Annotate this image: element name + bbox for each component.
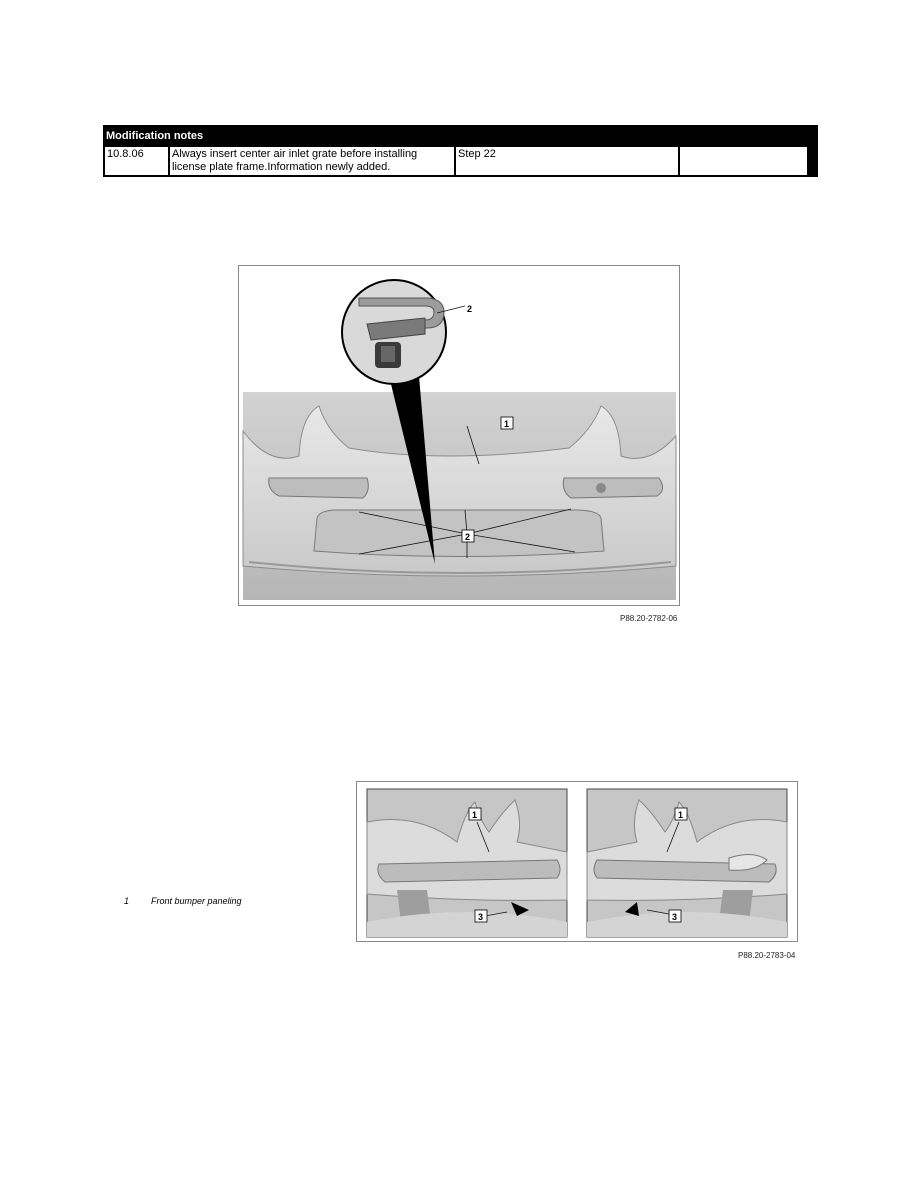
bumper-side-figure <box>356 781 798 942</box>
note-extra <box>680 147 807 175</box>
legend-text: Front bumper paneling <box>151 896 242 906</box>
right-side-view <box>587 789 787 937</box>
label-clips: 2 <box>465 532 471 542</box>
note-description-line2: license plate frame.Information newly added. <box>172 161 391 173</box>
left-label-bumper: 1 <box>472 810 478 820</box>
bumper-side-illustration <box>357 782 797 941</box>
modification-notes-table <box>103 125 818 177</box>
figure1-code: P88.20-2782-06 <box>620 614 678 623</box>
note-description-line1: Always insert center air inlet grate before installing <box>172 148 418 160</box>
label-bumper: 1 <box>504 419 510 429</box>
legend-item <box>124 896 242 906</box>
bumper-clips-figure <box>238 265 680 606</box>
note-step: Step 22 <box>456 147 678 175</box>
left-label-part: 3 <box>478 912 484 922</box>
legend-number: 1 <box>124 896 130 906</box>
table-row <box>105 147 807 175</box>
bumper-clips-illustration <box>239 266 679 605</box>
figure2-code: P88.20-2783-04 <box>738 951 796 960</box>
left-side-view <box>367 789 567 937</box>
modification-notes-title: Modification notes <box>106 130 204 142</box>
label-clip: 2 <box>467 304 473 314</box>
note-description <box>170 147 454 175</box>
right-label-part: 3 <box>672 912 678 922</box>
note-date: 10.8.06 <box>105 147 168 175</box>
right-label-bumper: 1 <box>678 810 684 820</box>
